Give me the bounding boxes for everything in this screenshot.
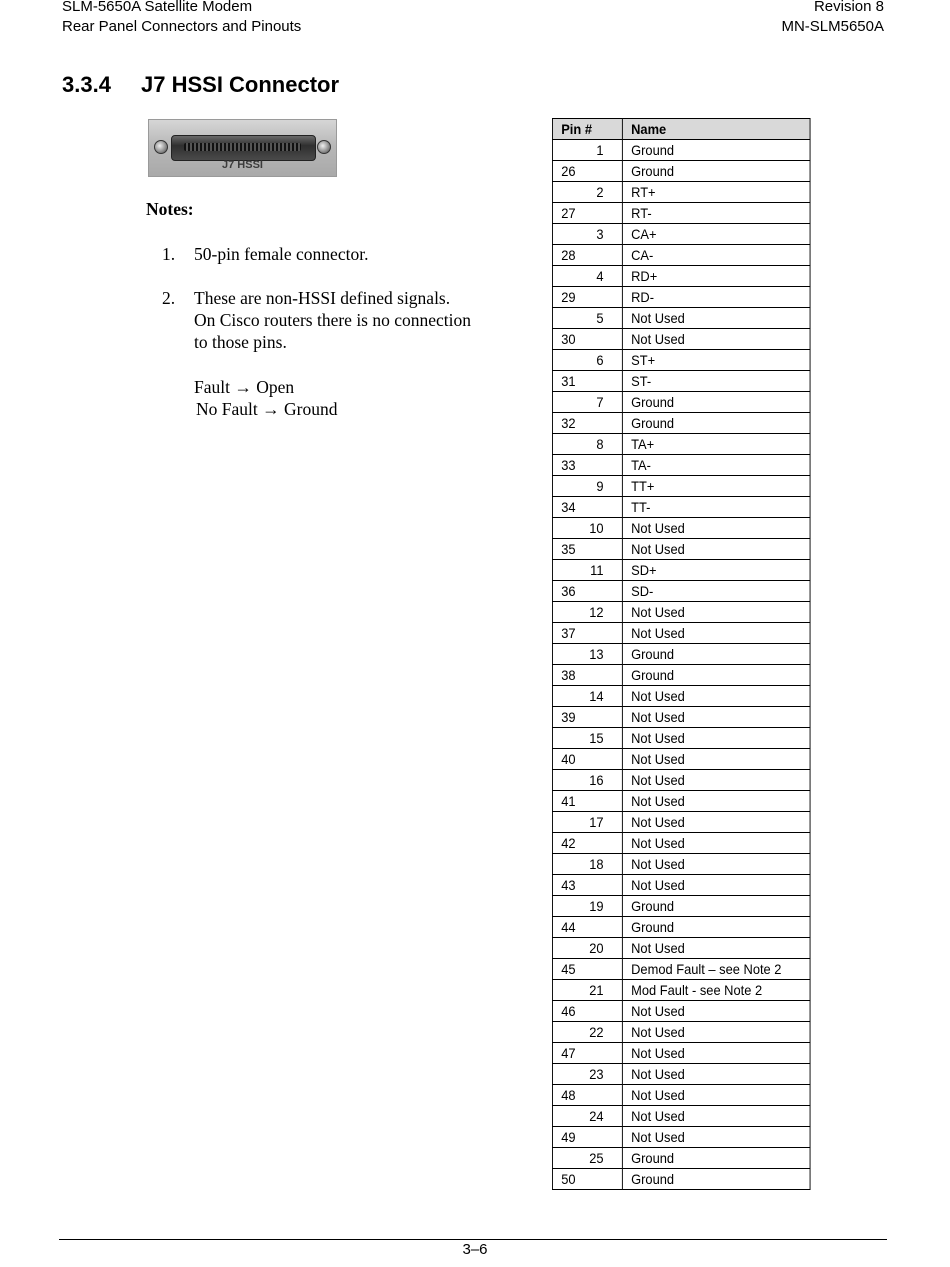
notes-block <box>146 198 526 419</box>
pinout-table <box>552 118 811 1190</box>
table-row <box>552 392 810 413</box>
signal-name-cell: Not Used <box>622 770 810 791</box>
signal-name-cell: Mod Fault - see Note 2 <box>622 980 810 1001</box>
signal-name-cell: Not Used <box>622 1085 810 1106</box>
pin-number-cell: 4 <box>552 266 622 287</box>
pin-number-cell: 36 <box>552 581 622 602</box>
pin-number-cell: 29 <box>552 287 622 308</box>
pin-number-cell: 39 <box>552 707 622 728</box>
signal-name-cell: Ground <box>622 1169 810 1190</box>
pin-number-cell: 46 <box>552 1001 622 1022</box>
table-row <box>552 1169 810 1190</box>
pin-number-cell: 14 <box>552 686 622 707</box>
table-row <box>552 434 810 455</box>
pinout-table-body <box>552 140 810 1190</box>
connector-photo <box>148 119 337 177</box>
table-row <box>552 707 810 728</box>
signal-name-cell: CA- <box>622 245 810 266</box>
signal-name-cell: Not Used <box>622 602 810 623</box>
doc-chapter: Rear Panel Connectors and Pinouts <box>62 18 302 35</box>
signal-name-cell: Not Used <box>622 329 810 350</box>
table-row <box>552 1043 810 1064</box>
table-row <box>552 602 810 623</box>
signal-name-cell: Not Used <box>622 833 810 854</box>
page-header-right <box>781 0 884 37</box>
page-header-left <box>62 0 301 37</box>
note-number: 1. <box>162 244 176 264</box>
table-row <box>552 833 810 854</box>
signal-name-cell: Ground <box>622 392 810 413</box>
table-row <box>552 980 810 1001</box>
signal-name-cell: Not Used <box>622 728 810 749</box>
signal-name-cell: Ground <box>622 413 810 434</box>
note-number: 2. <box>162 288 176 308</box>
table-row <box>552 749 810 770</box>
table-row <box>552 938 810 959</box>
column-header-pin: Pin # <box>552 119 622 140</box>
table-row <box>552 245 810 266</box>
table-row <box>552 287 810 308</box>
pin-number-cell: 27 <box>552 203 622 224</box>
table-row <box>552 1127 810 1148</box>
signal-name-cell: Not Used <box>622 308 810 329</box>
pin-number-cell: 41 <box>552 791 622 812</box>
signal-name-cell: RT- <box>622 203 810 224</box>
pin-number-cell: 18 <box>552 854 622 875</box>
table-row <box>552 329 810 350</box>
signal-name-cell: Ground <box>622 665 810 686</box>
table-row <box>552 413 810 434</box>
table-row <box>552 161 810 182</box>
note-text <box>194 287 524 353</box>
pin-number-cell: 10 <box>552 518 622 539</box>
signal-name-cell: Ground <box>622 1148 810 1169</box>
pin-number-cell: 34 <box>552 497 622 518</box>
table-row <box>552 581 810 602</box>
pin-number-cell: 24 <box>552 1106 622 1127</box>
signal-name-cell: Not Used <box>622 539 810 560</box>
pin-number-cell: 25 <box>552 1148 622 1169</box>
pin-number-cell: 47 <box>552 1043 622 1064</box>
pin-number-cell: 2 <box>552 182 622 203</box>
table-row <box>552 854 810 875</box>
pin-number-cell: 5 <box>552 308 622 329</box>
note-line: On Cisco routers there is no connection <box>194 310 472 330</box>
pin-number-cell: 16 <box>552 770 622 791</box>
screw-icon <box>154 140 168 154</box>
notes-heading: Notes: <box>146 199 194 219</box>
table-row <box>552 623 810 644</box>
table-row <box>552 182 810 203</box>
signal-name-cell: RT+ <box>622 182 810 203</box>
signal-name-cell: Not Used <box>622 875 810 896</box>
signal-name-cell: Not Used <box>622 1064 810 1085</box>
pin-number-cell: 33 <box>552 455 622 476</box>
pin-number-cell: 42 <box>552 833 622 854</box>
table-row <box>552 518 810 539</box>
table-row <box>552 1106 810 1127</box>
doc-revision: Revision 8 <box>813 0 884 15</box>
table-row <box>552 371 810 392</box>
table-header-row <box>552 119 810 140</box>
table-row <box>552 1064 810 1085</box>
signal-name-cell: Ground <box>622 896 810 917</box>
signal-name-cell: ST- <box>622 371 810 392</box>
signal-name-cell: TA- <box>622 455 810 476</box>
pin-number-cell: 20 <box>552 938 622 959</box>
signal-name-cell: Not Used <box>622 1043 810 1064</box>
table-row <box>552 266 810 287</box>
fault-open-text: Fault → Open <box>194 377 295 397</box>
connector-label: J7 HSSI <box>222 159 263 171</box>
page-number: 3–6 <box>462 1241 488 1258</box>
table-row <box>552 1148 810 1169</box>
signal-name-cell: Demod Fault – see Note 2 <box>622 959 810 980</box>
pin-number-cell: 45 <box>552 959 622 980</box>
signal-name-cell: Not Used <box>622 1127 810 1148</box>
signal-name-cell: Ground <box>622 917 810 938</box>
pin-number-cell: 21 <box>552 980 622 1001</box>
fault-ground-text: No Fault → Ground <box>196 399 338 419</box>
screw-icon <box>317 140 331 154</box>
pin-number-cell: 23 <box>552 1064 622 1085</box>
doc-number: MN-SLM5650A <box>781 18 884 35</box>
signal-name-cell: Not Used <box>622 623 810 644</box>
signal-name-cell: Not Used <box>622 1022 810 1043</box>
table-row <box>552 308 810 329</box>
pin-number-cell: 37 <box>552 623 622 644</box>
pin-number-cell: 44 <box>552 917 622 938</box>
table-row <box>552 539 810 560</box>
table-row <box>552 770 810 791</box>
note-line: These are non-HSSI defined signals. <box>194 288 451 308</box>
signal-name-cell: Not Used <box>622 854 810 875</box>
pin-number-cell: 50 <box>552 1169 622 1190</box>
pin-number-cell: 38 <box>552 665 622 686</box>
table-row <box>552 917 810 938</box>
pin-number-cell: 22 <box>552 1022 622 1043</box>
signal-name-cell: Not Used <box>622 707 810 728</box>
signal-name-cell: Not Used <box>622 791 810 812</box>
table-row <box>552 896 810 917</box>
table-row <box>552 959 810 980</box>
signal-name-cell: RD+ <box>622 266 810 287</box>
connector-pins <box>184 143 301 151</box>
signal-name-cell: RD- <box>622 287 810 308</box>
signal-name-cell: TT- <box>622 497 810 518</box>
table-row <box>552 224 810 245</box>
table-row <box>552 455 810 476</box>
section-heading <box>62 72 339 98</box>
signal-name-cell: SD+ <box>622 560 810 581</box>
table-row <box>552 665 810 686</box>
pin-number-cell: 30 <box>552 329 622 350</box>
signal-name-cell: TA+ <box>622 434 810 455</box>
table-row <box>552 476 810 497</box>
pin-number-cell: 32 <box>552 413 622 434</box>
pin-number-cell: 13 <box>552 644 622 665</box>
signal-name-cell: CA+ <box>622 224 810 245</box>
table-row <box>552 497 810 518</box>
pin-number-cell: 1 <box>552 140 622 161</box>
table-row <box>552 728 810 749</box>
signal-name-cell: Not Used <box>622 686 810 707</box>
section-title: J7 HSSI Connector <box>141 72 340 97</box>
table-row <box>552 644 810 665</box>
pin-number-cell: 9 <box>552 476 622 497</box>
signal-name-cell: Ground <box>622 644 810 665</box>
pin-number-cell: 28 <box>552 245 622 266</box>
signal-name-cell: SD- <box>622 581 810 602</box>
note-text: 50-pin female connector. <box>194 244 369 264</box>
signal-name-cell: Not Used <box>622 749 810 770</box>
pin-number-cell: 31 <box>552 371 622 392</box>
pin-number-cell: 11 <box>552 560 622 581</box>
pin-number-cell: 6 <box>552 350 622 371</box>
pin-number-cell: 35 <box>552 539 622 560</box>
column-header-name: Name <box>622 119 810 140</box>
pin-number-cell: 19 <box>552 896 622 917</box>
pin-number-cell: 12 <box>552 602 622 623</box>
table-row <box>552 140 810 161</box>
signal-name-cell: Ground <box>622 161 810 182</box>
signal-name-cell: Not Used <box>622 1106 810 1127</box>
pin-number-cell: 7 <box>552 392 622 413</box>
note-line: to those pins. <box>194 332 287 352</box>
pin-number-cell: 17 <box>552 812 622 833</box>
pin-number-cell: 40 <box>552 749 622 770</box>
pin-number-cell: 15 <box>552 728 622 749</box>
pin-number-cell: 43 <box>552 875 622 896</box>
signal-name-cell: ST+ <box>622 350 810 371</box>
section-number: 3.3.4 <box>62 72 111 97</box>
table-row <box>552 686 810 707</box>
signal-name-cell: TT+ <box>622 476 810 497</box>
table-row <box>552 812 810 833</box>
signal-name-cell: Not Used <box>622 1001 810 1022</box>
signal-name-cell: Not Used <box>622 938 810 959</box>
pin-number-cell: 8 <box>552 434 622 455</box>
table-row <box>552 560 810 581</box>
table-row <box>552 791 810 812</box>
footer-divider <box>59 1239 887 1240</box>
table-row <box>552 203 810 224</box>
table-row <box>552 1085 810 1106</box>
table-row <box>552 350 810 371</box>
signal-name-cell: Ground <box>622 140 810 161</box>
pin-number-cell: 3 <box>552 224 622 245</box>
doc-title: SLM-5650A Satellite Modem <box>62 0 253 15</box>
connector-body <box>171 135 316 161</box>
signal-name-cell: Not Used <box>622 518 810 539</box>
table-row <box>552 1001 810 1022</box>
table-row <box>552 875 810 896</box>
pin-number-cell: 49 <box>552 1127 622 1148</box>
table-row <box>552 1022 810 1043</box>
pin-number-cell: 48 <box>552 1085 622 1106</box>
pin-number-cell: 26 <box>552 161 622 182</box>
signal-name-cell: Not Used <box>622 812 810 833</box>
